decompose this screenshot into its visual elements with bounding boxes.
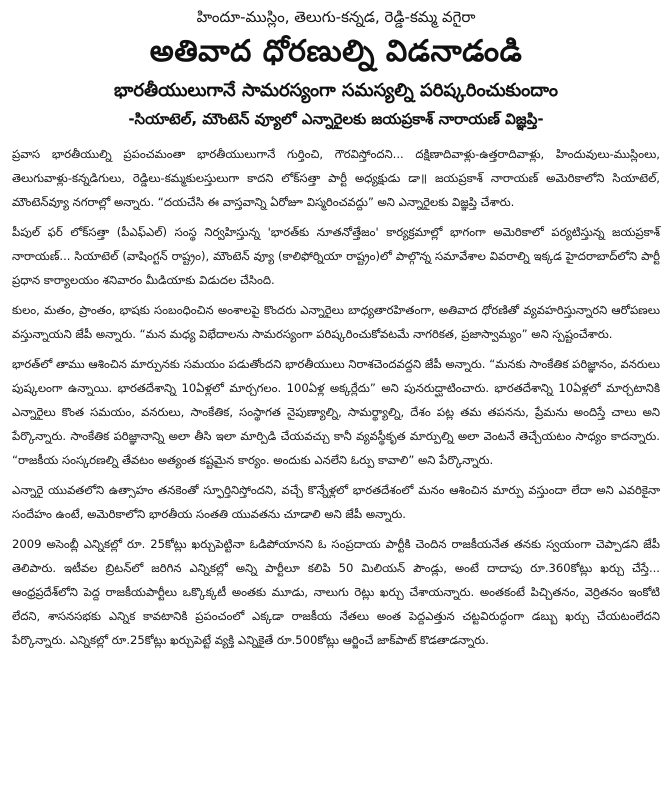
article-paragraph-1: ప్రవాస భారతీయుల్ని ప్రపంచమంతా భారతీయులుగానే గుర్తించి, గౌరవిస్తోందని... దక్షిణాదివాళ్లు-ఉత్తరాదివాళ్లు, హిందువులు-ముస్లింలు, తెలుగువాళ్లు-కన్నడిగులు, రెడ్డిలు-కమ్మకులస్తులుగా కాదని లోక్‌సత్తా పార్టీ అధ్యక్షుడు డా॥ జయప్రకాశ్ నారాయణ్ అమెరికాలోని సియాటెల్, మౌంటెన్‌వ్యూ నగరాల్లో అన్నారు. “దయచేసి ఈ వాస్తవాన్ని ఏరోజూ విస్మరించవద్దు” అని ఎన్నారైలకు విజ్ఞప్తి చేశారు. — [12, 147, 660, 209]
article-paragraph-5: ఎన్నారై యువతలోని ఉత్సాహం తనకెంతో స్ఫూర్తినిస్తోందని, వచ్చే కొన్నేళ్లలో భారతదేశంలో మనం ఆశించిన మార్పు వస్తుందా లేదా అని ఎవరికైనా సందేహం ఉంటే, అమెరికాలోని భారతీయ సంతతి యువతను చూడాలి అని జేపీ అన్నారు. — [12, 483, 660, 521]
byline: -సియాటెల్, మౌంటెన్ వ్యూలో ఎన్నారైలకు జయప్రకాశ్ నారాయణ్ విజ్ఞప్తి- — [128, 110, 544, 128]
article-paragraph-6: 2009 అసెంబ్లీ ఎన్నికల్లో రూ. 25కోట్లు ఖర్చుపెట్టినా ఓడిపోయానని ఓ సంప్రదాయ పార్టీకి చెందిన రాజకీయనేత తనకు స్వయంగా చెప్పాడని జేపీ తెలిపారు. ఇటీవల బ్రిటన్‌లో జరిగిన ఎన్నికల్లో అన్ని పార్టీలూ కలిపి 50 మిలియన్ పౌండ్లు, అంటే దాదాపు రూ.360కోట్లు ఖర్చు చేస్తే... ఆంధ్రప్రదేశ్‌లోని పెద్ద రాజకీయపార్టీలు ఒక్కొక్కటీ అంతకు మూడు, నాలుగు రెట్లు ఖర్చు చేశాయన్నారు. అంతకంటే పిచ్చితనం, వెర్రితనం ఇంకోటి లేదని, శాసనసభకు ఎన్నిక కావటానికి ప్రపంచంలో ఎక్కడా రాజకీయ నేతలు అంత పెద్దఎత్తున చట్టవిరుద్ధంగా డబ్బు ఖర్చు చేయటంలేదని పేర్కొన్నారు. ఎన్నికల్లో రూ.25కోట్లు ఖర్చుపెట్టే వ్యక్తి ఎన్నికైతే రూ.500కోట్లు ఆర్జించే జాక్‌పాట్ కొడతాడన్నారు. — [12, 537, 660, 647]
article-body — [12, 142, 660, 652]
article-paragraph-2: పీపుల్ ఫర్ లోక్‌సత్తా (పీఎఫ్ఎల్) సంస్థ నిర్వహిస్తున్న 'భారత్‌కు నూతనోత్తేజం' కార్యక్రమాల్లో భాగంగా అమెరికాలో పర్యటిస్తున్న జయప్రకాశ్ నారాయణ్... సియాటెల్ (వాషింగ్టన్ రాష్ట్రం), మౌంటెన్ వ్యూ (కాలిఫోర్నియా రాష్ట్రం)లో పాల్గొన్న సమావేశాల వివరాల్ని ఇక్కడ హైదరాబాద్‌లోని పార్టీ ప్రధాన కార్యాలయం శనివారం మీడియాకు విడుదల చేసింది. — [12, 225, 660, 287]
kicker: హిందూ-ముస్లిం, తెలుగు-కన్నడ, రెడ్డి-కమ్మ వగైరా — [196, 8, 476, 26]
headline: అతివాద ధోరణుల్ని విడనాడండి — [149, 34, 523, 69]
article-paragraph-3: కులం, మతం, ప్రాంతం, భాషకు సంబంధించిన అంశాలపై కొందరు ఎన్నారైలు బాధ్యతారహితంగా, అతివాద ధోరణితో వ్యవహరిస్తున్నారని ఆరోపణలు వస్తున్నాయని జేపీ అన్నారు. “మన మధ్య విభేదాలను సామరస్యంగా పరిష్కరించుకోవటమే నాగరికత, ప్రజాస్వామ్యం” అని స్పష్టంచేశారు. — [12, 303, 660, 341]
article-paragraph-4: భారత్‌లో తాము ఆశించిన మార్పునకు సమయం పడుతోందని భారతీయులు నిరాశచెందవద్దని జేపీ అన్నారు. “మనకు సాంకేతిక పరిజ్ఞానం, వనరులు పుష్కలంగా ఉన్నాయి. భారతదేశాన్ని 10ఏళ్లలో మార్చగలం. 100ఏళ్ల అక్కర్లేదు” అని పునరుద్ఘాటించారు. భారతదేశాన్ని 10ఏళ్లలో మార్చటానికి ఎన్నారైలు కొంత సమయం, వనరులు, సాంకేతిక, సంస్థాగత నైపుణ్యాల్ని, సామర్థ్యాల్ని, దేశం పట్ల తమ తపనను, ప్రేమను అందిస్తే చాలు అని పేర్కొన్నారు. సాంకేతిక పరిజ్ఞానాన్ని అలా తీసి ఇలా మార్పిడి చేయవచ్చు కానీ వ్యవస్థీకృత మార్పుల్ని అలా వెంటనే తెచ్చేయటం సాధ్యం కాదన్నారు. “రాజకీయ సంస్కరణల్ని తేవటం అత్యంత కష్టమైన కార్యం. అందుకు ఎనలేని ఓర్పు కావాలి” అని పేర్కొన్నారు. — [12, 357, 660, 467]
subheadline: భారతీయులుగానే సామరస్యంగా సమస్యల్ని పరిష్కరించుకుందాం — [114, 80, 558, 101]
